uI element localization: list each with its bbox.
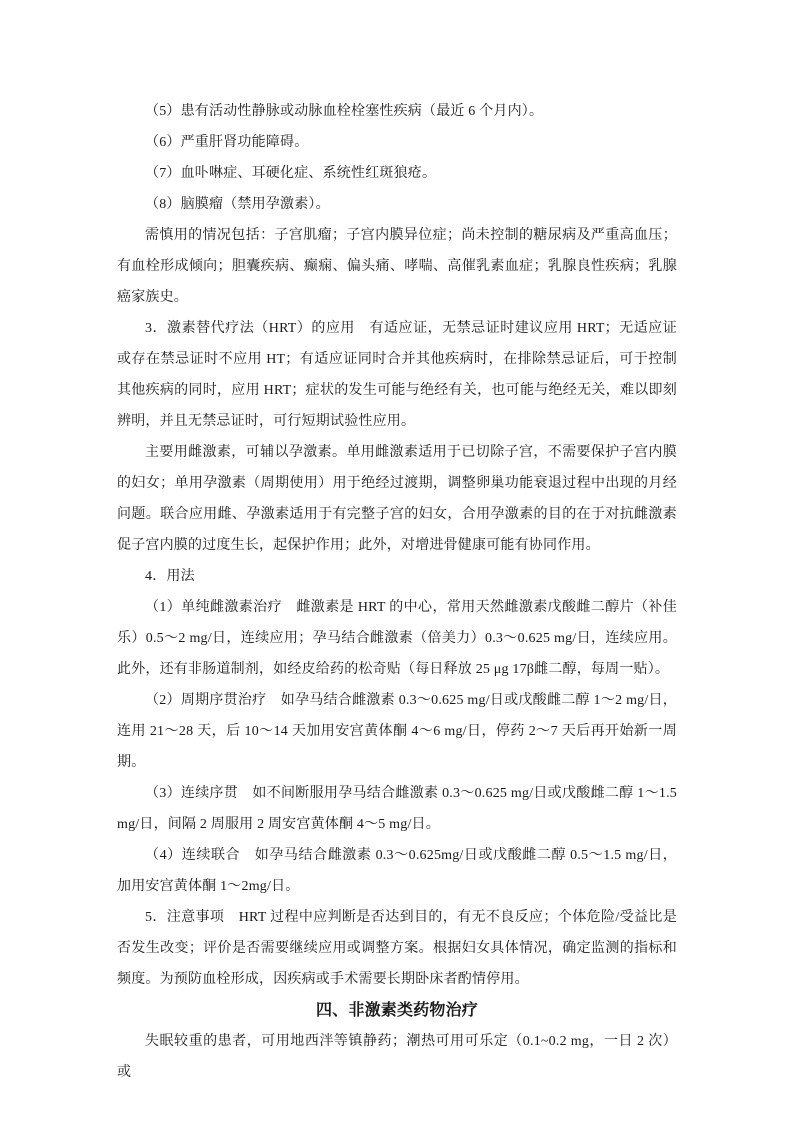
estrogen-progestin-paragraph: 主要用雌激素，可辅以孕激素。单用雌激素适用于已切除子宫，不需要保护子宫内膜的妇女；单用孕激素（周期使用）用于绝经过渡期，调整卵巢功能衰退过程中出现的月经问题。联合应用雌、孕激素适用于有完整子宫的妇女，合用孕激素的目的在于对抗雌激素促子宫内膜的过度生长，起保护作用；此外，对增进骨健康可能有协同作用。: [117, 445, 677, 553]
method-1-paragraph: （1）单纯雌激素治疗 雌激素是 HRT 的中心，常用天然雌激素戊酸雌二醇片（补佳乐）0.5～2 mg/日，连续应用；孕马结合雌激素（倍美力）0.3～0.625 mg/日，连续应用。此外，还有非肠道制剂，如经皮给药的松奇贴（每日释放 25 μg 17β雌二醇，每周一贴）。: [117, 600, 677, 677]
insomnia-treatment-paragraph: 失眠较重的患者，可用地西泮等镇静药；潮热可用可乐定（0.1~0.2 mg，一日 2 次）或: [117, 1034, 677, 1080]
contraindication-item-8: （8）脑膜瘤（禁用孕激素）。: [145, 197, 330, 212]
method-2-paragraph: （2）周期序贯治疗 如孕马结合雌激素 0.3～0.625 mg/日或戊酸雌二醇 1～2 mg/日，连用 21～28 天，后 10～14 天加用安宫黄体酮 4～6 mg/日，停药 2～7 天后再开始新一周期。: [117, 693, 677, 770]
caution-paragraph: 需慎用的情况包括：子宫肌瘤；子宫内膜异位症；尚未控制的糖尿病及严重高血压；有血栓形成倾向；胆囊疾病、癫痫、偏头痛、哮喘、高催乳素血症；乳腺良性疾病；乳腺癌家族史。: [117, 228, 677, 305]
usage-subheading: 4．用法: [145, 569, 195, 584]
method-4-paragraph: （4）连续联合 如孕马结合雌激素 0.3～0.625mg/日或戊酸雌二醇 0.5～1.5 mg/日，加用安宫黄体酮 1～2mg/日。: [117, 848, 677, 894]
contraindication-item-6: （6）严重肝肾功能障碍。: [145, 135, 309, 150]
hrt-application-paragraph: 3．激素替代疗法（HRT）的应用 有适应证，无禁忌证时建议应用 HRT；无适应证或存在禁忌证时不应用 HT；有适应证同时合并其他疾病时，在排除禁忌证后，可于控制其他疾病的同时，应用 HRT；症状的发生可能与绝经有关，也可能与绝经无关，难以即刻辨明，并且无禁忌证时，可行短期试验性应用。: [117, 321, 677, 429]
section-heading-nonhormonal: 四、非激素类药物治疗: [315, 1002, 478, 1019]
document-page: [117, 96, 677, 1088]
contraindication-item-7: （7）血卟啉症、耳硬化症、系统性红斑狼疮。: [145, 166, 437, 181]
method-3-paragraph: （3）连续序贯 如不间断服用孕马结合雌激素 0.3～0.625 mg/日或戊酸雌二醇 1～1.5 mg/日，间隔 2 周服用 2 周安宫黄体酮 4～5 mg/日。: [117, 786, 677, 832]
precautions-paragraph: 5．注意事项 HRT 过程中应判断是否达到目的，有无不良反应；个体危险/受益比是否发生改变；评价是否需要继续应用或调整方案。根据妇女具体情况，确定监测的指标和频度。为预防血栓形成，因疾病或手术需要长期卧床者酌情停用。: [117, 910, 677, 987]
contraindication-item-5: （5）患有活动性静脉或动脉血栓栓塞性疾病（最近 6 个月内）。: [145, 104, 544, 119]
